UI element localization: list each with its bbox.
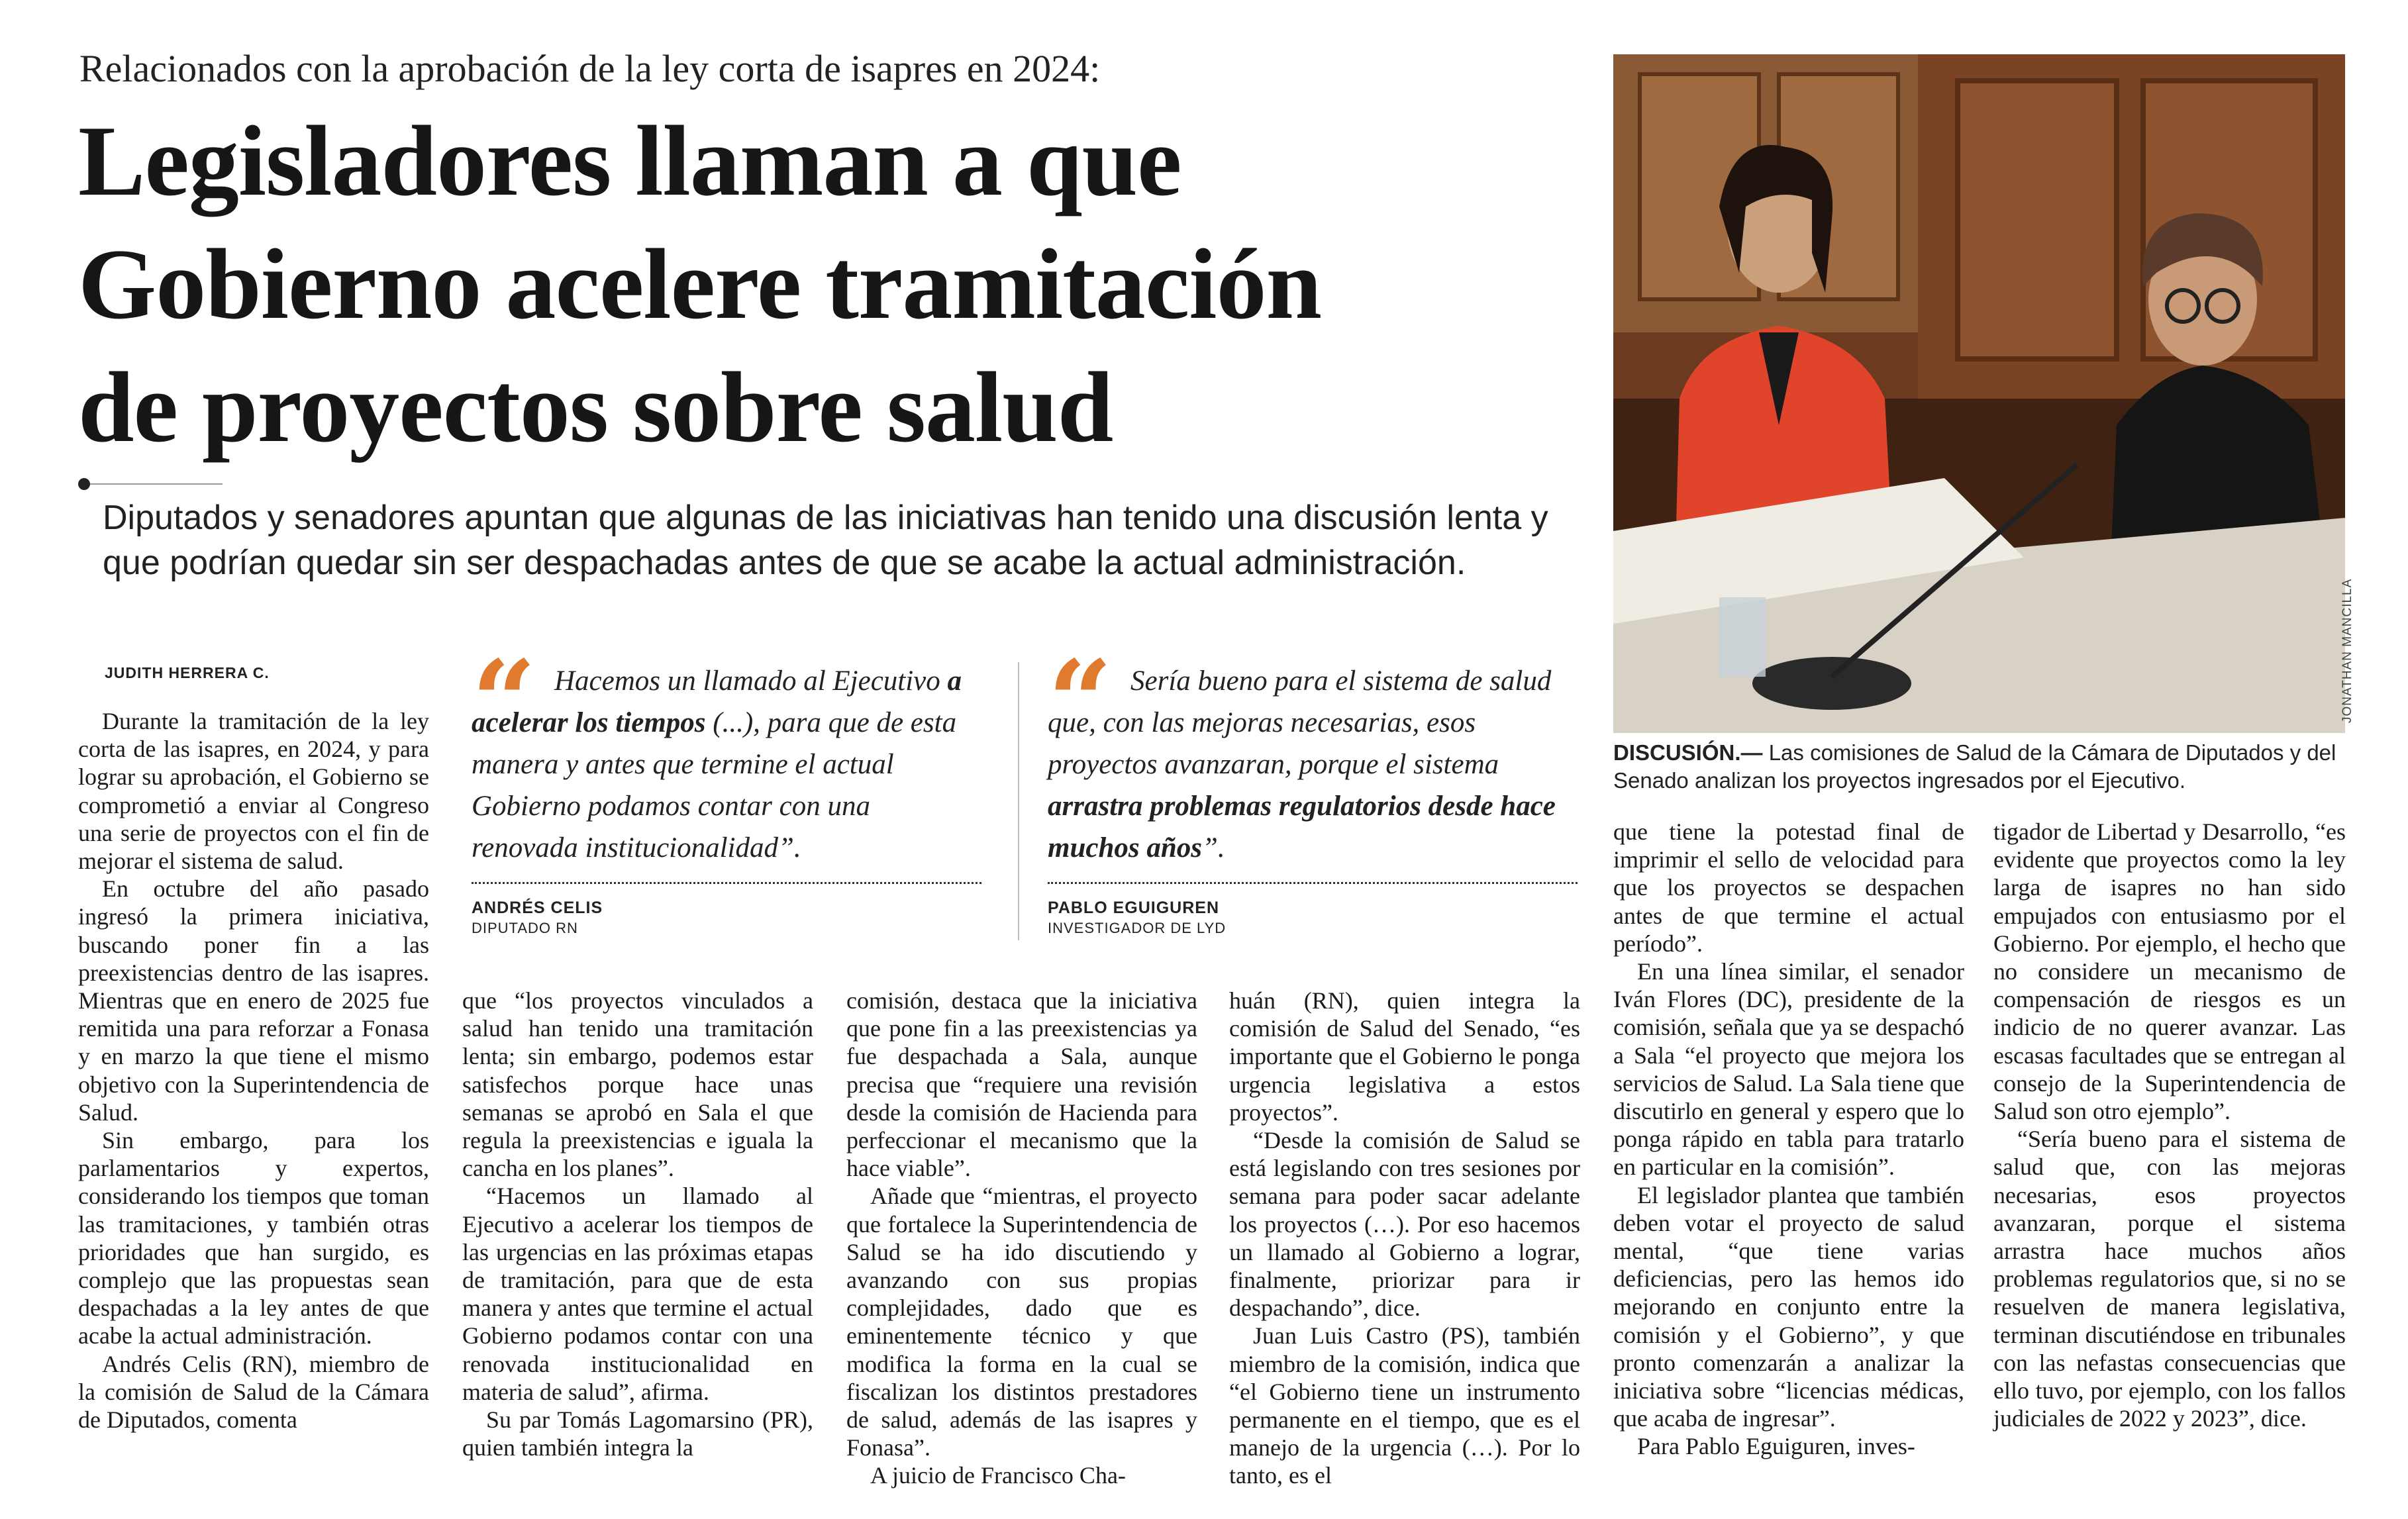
body-paragraph: Sin embargo, para los parlamentarios y expertos, considerando los tiempos que toman las tramitaciones, y también otras prioridades que han surgido, es complejo que las propuestas sean despachadas a la ley antes de que acabe la actual administración. [78, 1127, 429, 1349]
body-paragraph: huán (RN), quien integra la comisión de Salud del Senado, “es importante que el Gobierno le ponga urgencia legislativa a estos proyectos”. [1229, 987, 1580, 1126]
quote-author-name: PABLO EGUIGUREN [1048, 899, 1219, 917]
quote-text-bold: arrastra problemas regulatorios desde hace muchos años [1048, 791, 1556, 863]
caption-text: Las comisiones de Salud de la Cámara de Diputados y del Senado analizan los proyectos ingresados por el Ejecutivo. [1613, 740, 2336, 793]
photo-illustration [1613, 54, 2345, 733]
headline-line-3: de proyectos sobre salud [78, 352, 1113, 463]
body-paragraph: Añade que “mientras, el proyecto que fortalece la Superintendencia de Salud se ha ido discutiendo y avanzando con sus propias complejidades, dado que es eminentemente técnico y que modifica la forma en la cual se fiscalizan los distintos prestadores de salud, además de las isapres y Fonasa”. [846, 1183, 1197, 1461]
body-paragraph: Durante la tramitación de la ley corta de las isapres, en 2024, y para lograr su aprobación, el Gobierno se comprometió a enviar al Congreso una serie de proyectos con el fin de mejorar el sistema de salud. [78, 708, 429, 875]
author-byline: JUDITH HERRERA C. [105, 664, 270, 681]
quote-separator [1018, 662, 1019, 940]
headline-rule [90, 483, 223, 485]
quote-text-regular: ”. [1202, 832, 1225, 863]
body-paragraph: El legislador plantea que también deben votar el proyecto de salud mental, “que tiene varias deficiencias, pero las hemos ido mejorando en conjunto entre la comisión y el Gobierno”, y que pronto comenzarán a analizar la iniciativa sobre “licencias médicas, que acaba de ingresar”. [1613, 1181, 1964, 1432]
quote-text-regular: Hacemos un llamado al Ejecutivo [554, 665, 948, 697]
body-column-6 [1993, 818, 2346, 1432]
body-paragraph: que tiene la potestad final de imprimir el sello de velocidad para que los proyectos se despachen antes de que termine el actual período”. [1613, 818, 1964, 957]
article-photo [1613, 54, 2345, 733]
body-paragraph: Juan Luis Castro (PS), también miembro de la comisión, indica que “el Gobierno tiene un instrumento permanente en el tiempo, que es el manejo de la urgencia (…). Por lo tanto, es el [1229, 1322, 1580, 1489]
article-headline [78, 99, 1575, 469]
body-paragraph: Para Pablo Eguiguren, inves- [1637, 1433, 1915, 1460]
body-paragraph: “Sería bueno para el sistema de salud que, con las mejoras necesarias, esos proyectos avanzaran, porque el sistema arrastra hace muchos años problemas regulatorios que, si no se resuelven de manera legislativa, terminan discutiéndose en tribunales con las nefastas consecuencias que ello tuvo, por ejemplo, con los fallos judiciales de 2022 y 2023”, dice. [1993, 1126, 2346, 1432]
quote-mark-icon: “ [1048, 636, 1099, 768]
caption-label: DISCUSIÓN.— [1613, 740, 1763, 765]
quote-divider [1048, 882, 1578, 884]
photo-credit: JONATHAN MANCILLA [2340, 578, 2354, 723]
headline-line-2: Gobierno acelere tramitación [78, 228, 1322, 340]
body-column-5 [1613, 818, 1964, 1461]
quote-divider [472, 882, 981, 884]
body-paragraph: “Desde la comisión de Salud se está legislando con tres sesiones por semana para poder sacar adelante los proyectos (…). Por eso hacemos un llamado al Gobierno a lograr, finalmente, priorizar para ir despachando”, dice. [1229, 1127, 1580, 1322]
pull-quote-text [472, 636, 981, 869]
body-column-4 [1229, 987, 1580, 1490]
body-paragraph: En una línea similar, el senador Iván Flores (DC), presidente de la comisión, señala que ya se despachó a Sala “el proyecto que mejora los servicios de Salud. La Sala tiene que discutirlo en general y espero que lo ponga rápido en tabla para tratarlo en particular en la comisión”. [1613, 958, 1964, 1181]
headline-line-1: Legisladores llaman a que [78, 105, 1181, 217]
quote-text-bold: a acelerar los tiempos [472, 665, 962, 738]
body-paragraph: “Hacemos un llamado al Ejecutivo a acelerar los tiempos de las urgencias en las próximas etapas de tramitación, para que de esta manera y antes que termine el actual Gobierno podamos contar con una renovada institucionalidad en materia de salud”, afirma. [462, 1183, 813, 1405]
body-column-3 [846, 987, 1197, 1490]
headline-bullet-dot [78, 478, 90, 490]
body-column-2 [462, 987, 813, 1461]
body-paragraph: Andrés Celis (RN), miembro de la comisión de Salud de la Cámara de Diputados, comenta [78, 1350, 429, 1434]
quote-author-name: ANDRÉS CELIS [472, 899, 603, 917]
body-paragraph: Su par Tomás Lagomarsino (PR), quien también integra la [462, 1406, 813, 1461]
quote-author-role: DIPUTADO RN [472, 920, 578, 936]
body-paragraph: tigador de Libertad y Desarrollo, “es evidente que proyectos como la ley larga de isapres no han sido empujados con entusiasmo por el Gobierno. Por ejemplo, el hecho que no considere un mecanismo de compensación de riesgos es un indicio de no querer avanzar. Las escasas facultades que se entregan al consejo de la Superintendencia de Salud son otro ejemplo”. [1993, 818, 2346, 1125]
body-column-1 [78, 707, 429, 1434]
body-paragraph: A juicio de Francisco Cha- [870, 1462, 1126, 1489]
quote-text-regular: Sería bueno para el sistema de salud que, con las mejoras necesarias, esos proyectos avanzaran, porque el sistema [1048, 665, 1552, 780]
quote-mark-icon: “ [472, 636, 523, 768]
pull-quote-eguiguren [1048, 636, 1578, 937]
article-kicker: Relacionados con la aprobación de la ley corta de isapres en 2024: [79, 47, 1101, 90]
quote-text-regular: (...), para que de esta manera y antes que termine el actual Gobierno podamos contar con una renovada institucionalidad”. [472, 707, 957, 863]
pull-quote-celis [472, 636, 981, 937]
article-deck: Diputados y senadores apuntan que algunas de las iniciativas han tenido una discusión lenta y que podrían quedar sin ser despachadas antes de que se acabe la actual administración. [103, 499, 1548, 582]
body-paragraph: que “los proyectos vinculados a salud han tenido una tramitación lenta; sin embargo, podemos estar satisfechos porque hace unas semanas se aprobó en Sala el que regula la preexistencias e iguala la cancha en los planes”. [462, 987, 813, 1182]
pull-quote-text [1048, 636, 1578, 869]
body-paragraph: comisión, destaca que la iniciativa que pone fin a las preexistencias ya fue despachada a Sala, aunque precisa que “requiere una revisión desde la comisión de Hacienda para perfeccionar el mecanismo que la hace viable”. [846, 987, 1197, 1182]
photo-caption [1613, 739, 2348, 795]
quote-author-role: INVESTIGADOR DE LYD [1048, 920, 1227, 936]
body-paragraph: En octubre del año pasado ingresó la primera iniciativa, buscando poner fin a las preexistencias dentro de las isapres. Mientras que en enero de 2025 fue remitida una para reforzar a Fonasa y en marzo la que tiene el mismo objetivo con la Superintendencia de Salud. [78, 875, 429, 1126]
